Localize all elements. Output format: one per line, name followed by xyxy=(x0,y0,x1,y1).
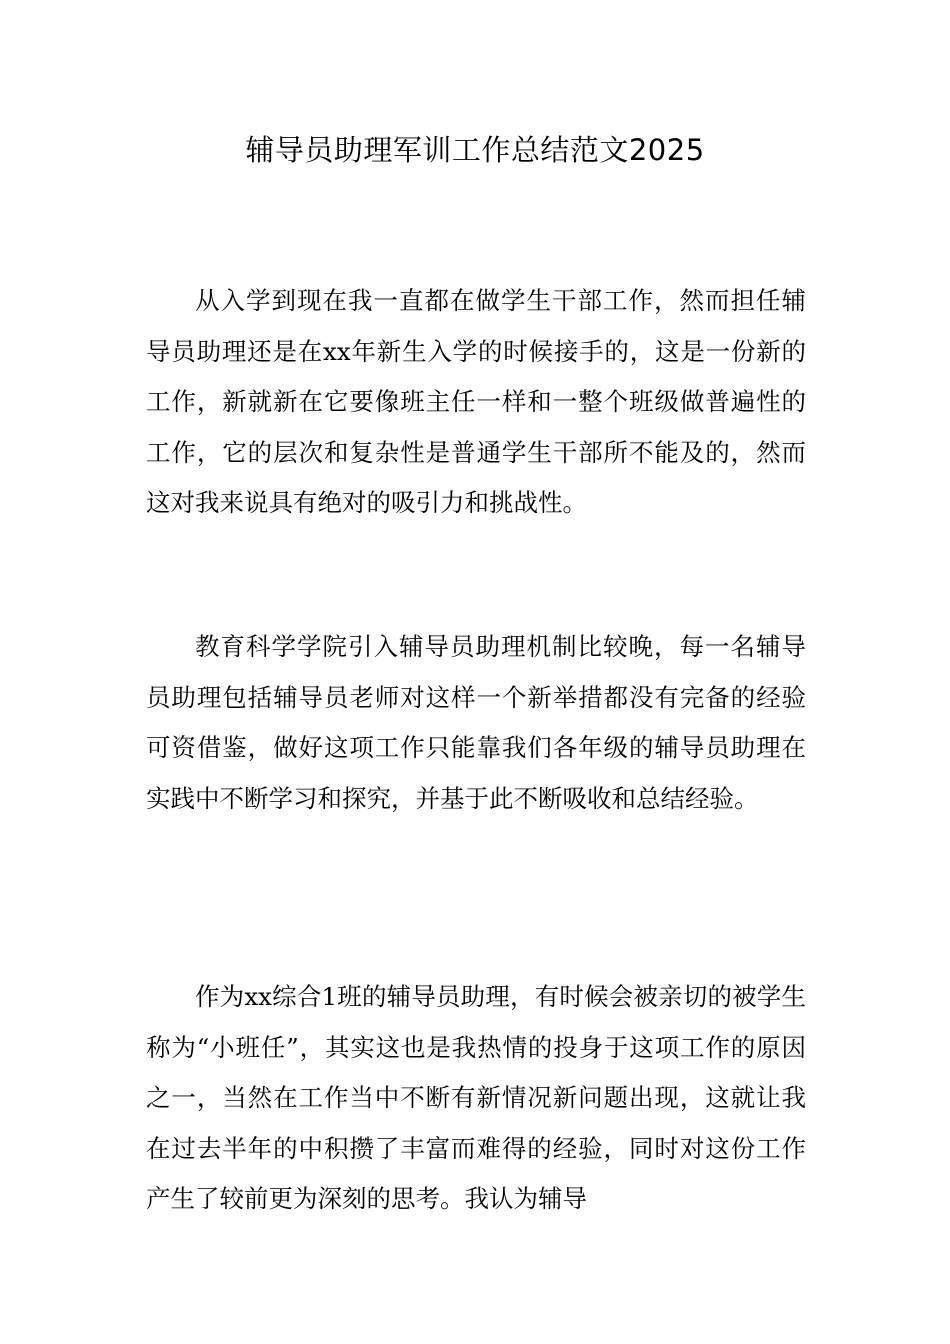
paragraph-1: 从入学到现在我一直都在做学生干部工作，然而担任辅导员助理还是在xx年新生入学的时候接手的，这是一份新的工作，新就新在它要像班主任一样和一整个班级做普遍性的工作，它的层次和复杂性是普通学生干部所不能及的，然而这对我来说具有绝对的吸引力和挑战性。 xyxy=(146,286,806,517)
paragraph-2: 教育科学学院引入辅导员助理机制比较晚，每一名辅导员助理包括辅导员老师对这样一个新举措都没有完备的经验可资借鉴，做好这项工作只能靠我们各年级的辅导员助理在实践中不断学习和探究，并基于此不断吸收和总结经验。 xyxy=(146,632,806,813)
paragraph-3: 作为xx综合1班的辅导员助理，有时候会被亲切的被学生称为“小班任”，其实这也是我热情的投身于这项工作的原因之一，当然在工作当中不断有新情况新问题出现，这就让我在过去半年的中积攒了丰富而难得的经验，同时对这份工作产生了较前更为深刻的思考。我认为辅导 xyxy=(146,982,806,1213)
document-title: 辅导员助理军训工作总结范文2025 xyxy=(245,133,705,167)
